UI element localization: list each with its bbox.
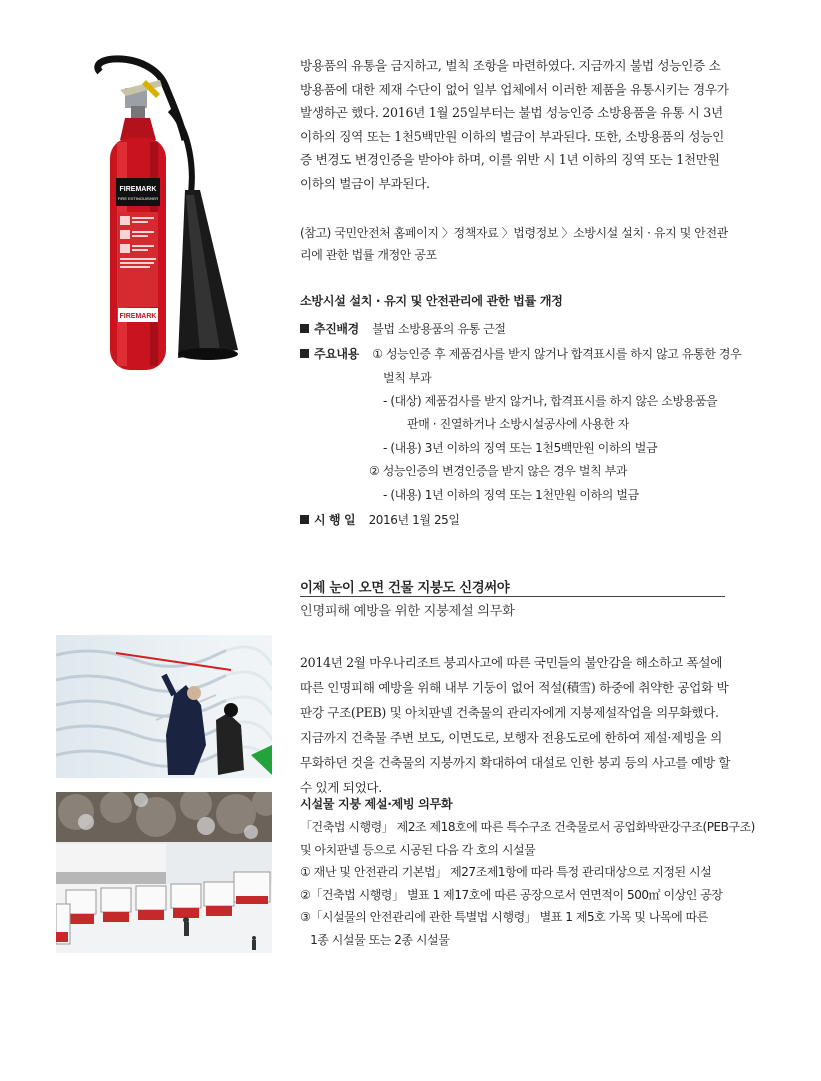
background-label: 추진배경 [314, 322, 359, 336]
facility-title: 시설물 지붕 제설·제빙 의무화 [300, 797, 453, 811]
section2-divider [300, 596, 725, 597]
facility-line: 1종 시설물 또는 2종 시설물 [300, 932, 450, 947]
facility-list [300, 816, 755, 951]
facility-line: ②「건축법 시행령」 별표 1 제17호에 따른 공장으로서 연면적이 500㎡ 이상인 공장 [300, 887, 723, 902]
intro-paragraph: 방용품의 유통을 금지하고, 벌칙 조항을 마련하였다. 지금까지 불법 성능인증 소방용품에 대한 제재 수단이 없어 일부 업체에서 이러한 제품을 유통시키는 경우가 발생하곤 했다. 2016년 1월 25일부터는 불법 성능인증 소방용품을 유통 시 3년 이하의 징역 또는 1천5백만원 이하의 벌금이 부과된다. 또한, 소방용품의 성능인증 변경도 변경인증을 받아야 하며, 이를 위반 시 1년 이하의 징역 또는 1천만원 이하의 벌금이 부과된다. [300, 58, 729, 191]
extinguisher-brand-bottom: FIREMARK [119, 313, 157, 320]
bullet-square-icon [300, 324, 309, 333]
law-title: 소방시설 설치 · 유지 및 안전관리에 관한 법률 개정 [300, 294, 563, 308]
extinguisher-label-text: FIRE EXTINGUISHER [117, 196, 159, 201]
facility-line: 및 아치판넬 등으로 시공된 다음 각 호의 시설물 [300, 842, 536, 857]
content-label: 주요내용 [314, 347, 359, 361]
date-row [300, 511, 460, 528]
content-item-2: ② 성능인증의 변경인증을 받지 않은 경우 벌칙 부과 [369, 464, 628, 478]
content-row [300, 345, 741, 362]
facility-line: 「건축법 시행령」 제2조 제18호에 따른 특수구조 건축물로서 공업화박판강구조(PEB구조) [300, 820, 755, 834]
section2-subtitle: 인명피해 예방을 위한 지붕제설 의무화 [300, 604, 515, 619]
date-label: 시 행 일 [314, 513, 356, 527]
roof-snow-clearing-photo [56, 635, 272, 778]
content-item-1-sub2: - (내용) 3년 이하의 징역 또는 1천5백만원 이하의 벌금 [383, 441, 658, 455]
extinguisher-brand-text: FIREMARK [119, 186, 157, 193]
bullet-square-icon [300, 515, 309, 524]
background-value: 불법 소방용품의 유통 근절 [372, 322, 506, 336]
facility-line: ① 재난 및 안전관리 기본법」 제27조제1항에 따라 특정 관리대상으로 지정된 시설 [300, 865, 712, 879]
facility-line: ③「시설물의 안전관리에 관한 특별법 시행령」 별표 1 제5호 가목 및 나목에 따른 [300, 910, 708, 924]
date-value: 2016년 1월 25일 [368, 513, 460, 527]
fire-extinguisher-image [60, 50, 240, 380]
content-item-1: ① 성능인증 후 제품검사를 받지 않거나 합격표시를 하지 않고 유통한 경우 [372, 347, 742, 361]
content-item-1-sub1-cont: 판매 · 진열하거나 소방시설공사에 사용한 자 [407, 417, 629, 431]
bullet-square-icon [300, 349, 309, 358]
content-item-1-cont: 벌칙 부과 [383, 371, 432, 385]
background-row [300, 320, 506, 337]
content-item-1-sub1: - (대상) 제품검사를 받지 않거나, 합격표시를 하지 않은 소방용품을 [383, 394, 718, 408]
section2-paragraph: 2014년 2월 마우나리조트 붕괴사고에 따른 국민들의 불안감을 해소하고 폭설에 따른 인명피해 예방을 위해 내부 기둥이 없어 적설(積雪) 하중에 취약한 공업화 박판강 구조(PEB) 및 아치판넬 건축물의 관리자에게 지붕제설작업을 의무화했다. 지금까지 건축물 주변 보도, 이면도로, 보행자 전용도로에 한하여 제설·제빙을 의무화하던 것을 건축물의 지붕까지 확대하여 대설로 인한 붕괴 등의 사고를 예방 할 수 있게 되었다. [300, 655, 731, 795]
snowy-factory-photo [56, 792, 272, 953]
content-item-2-sub1: - (내용) 1년 이하의 징역 또는 1천만원 이하의 벌금 [383, 488, 639, 502]
section2-title: 이제 눈이 오면 건물 지붕도 신경써야 [300, 581, 510, 596]
reference-note: (참고) 국민안전처 홈페이지 〉정책자료 〉법령정보 〉소방시설 설치 · 유지 및 안전관리에 관한 법률 개정안 공포 [300, 226, 728, 262]
